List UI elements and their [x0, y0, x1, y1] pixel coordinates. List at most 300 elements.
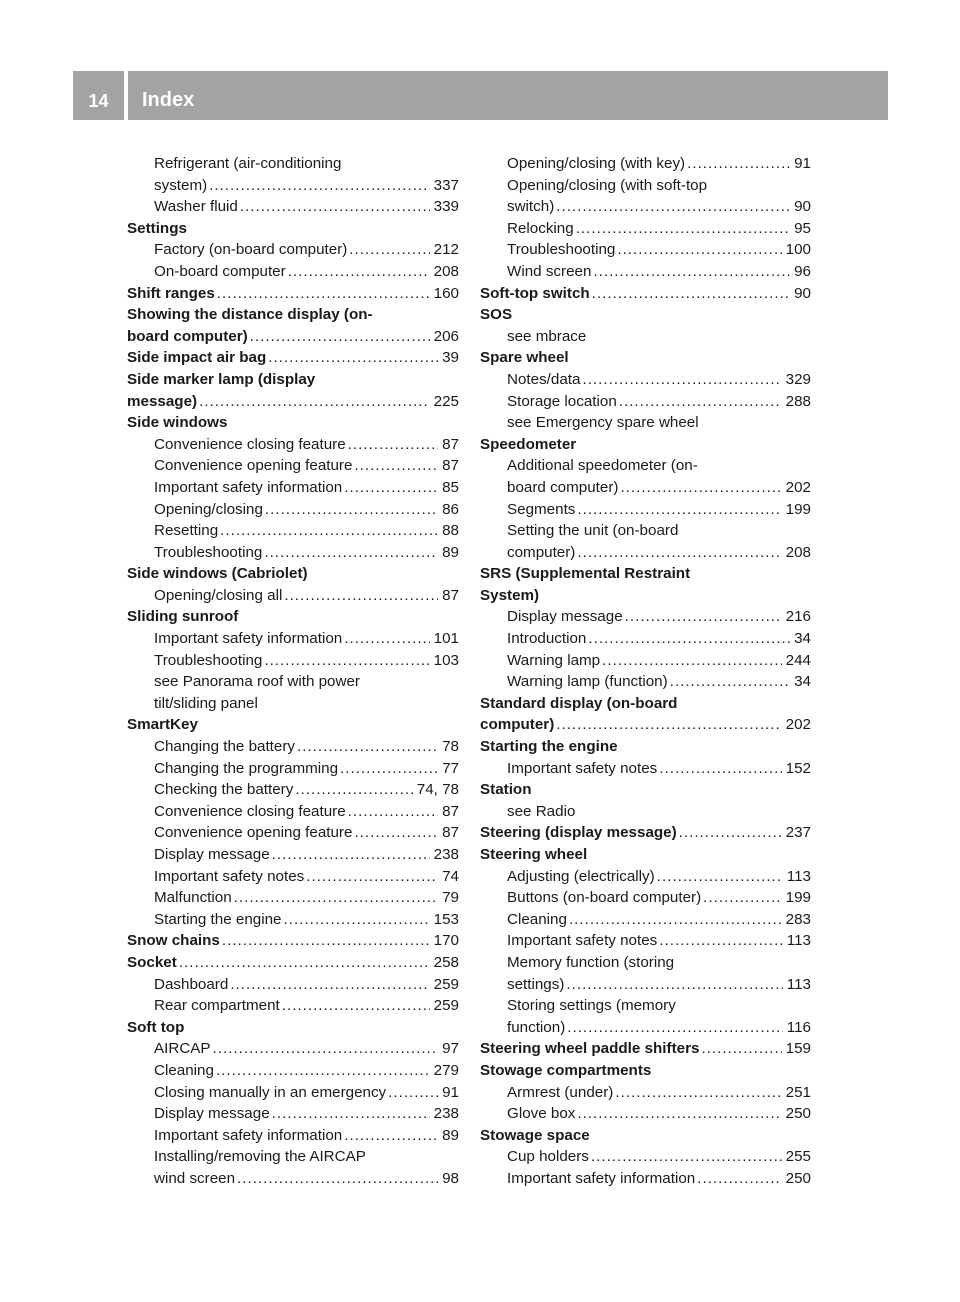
index-heading [127, 563, 459, 585]
entry-text: board computer) [127, 327, 248, 345]
index-entry [154, 1038, 459, 1060]
entry-text: see mbrace [507, 327, 587, 345]
index-entry [154, 887, 459, 909]
index-entry [507, 995, 811, 1017]
index-entry [507, 261, 811, 283]
dot-leader [354, 455, 438, 477]
entry-text: Additional speedometer (on- [507, 457, 698, 475]
page-reference: 87 [442, 457, 459, 475]
page-reference: 113 [786, 867, 811, 885]
dot-leader [250, 326, 430, 348]
page-reference: 170 [433, 932, 459, 950]
entry-text: switch) [507, 198, 555, 216]
dot-leader [264, 650, 429, 672]
entry-text: Armrest (under) [507, 1083, 614, 1101]
dot-leader [556, 714, 781, 736]
index-heading [480, 283, 811, 305]
dot-leader [659, 758, 781, 780]
dot-leader [625, 606, 782, 628]
dot-leader [348, 434, 438, 456]
entry-text: Convenience opening feature [154, 457, 353, 475]
page-reference: 90 [794, 284, 811, 302]
index-entry [507, 930, 811, 952]
page-reference: 216 [785, 608, 811, 626]
page-reference: 34 [794, 630, 811, 648]
page-reference: 199 [785, 500, 811, 518]
index-heading [480, 1038, 811, 1060]
entry-text: Cleaning [154, 1061, 214, 1079]
index-heading [480, 585, 811, 607]
dot-leader [199, 391, 430, 413]
entry-text: Cleaning [507, 910, 567, 928]
entry-text: message) [127, 392, 198, 410]
entry-text: Wind screen [507, 262, 592, 280]
index-entry [154, 455, 459, 477]
entry-text: tilt/sliding panel [154, 694, 258, 712]
page-reference: 87 [442, 586, 459, 604]
index-entry [507, 909, 811, 931]
page-reference: 159 [785, 1040, 811, 1058]
entry-text: Introduction [507, 630, 587, 648]
entry-text: see Panorama roof with power [154, 673, 360, 691]
entry-text: Soft-top switch [480, 284, 590, 302]
entry-text: Rear compartment [154, 997, 280, 1015]
index-heading [127, 952, 459, 974]
index-entry [154, 542, 459, 564]
entry-text: Socket [127, 953, 177, 971]
dot-leader [284, 909, 430, 931]
index-heading [480, 304, 811, 326]
entry-text: Convenience closing feature [154, 435, 346, 453]
index-entry [154, 239, 459, 261]
dot-leader [354, 822, 438, 844]
dot-leader [593, 261, 790, 283]
index-entry [507, 239, 811, 261]
index-entry [154, 196, 459, 218]
page-reference: 237 [785, 824, 811, 842]
index-entry [507, 455, 811, 477]
page-reference: 39 [442, 349, 459, 367]
dot-leader [577, 499, 781, 521]
dot-leader [222, 930, 430, 952]
index-entry [154, 585, 459, 607]
entry-text: Settings [127, 219, 187, 237]
entry-text: Soft top [127, 1018, 185, 1036]
page-reference: 258 [433, 953, 459, 971]
entry-text: Warning lamp (function) [507, 673, 668, 691]
index-entry [507, 1146, 811, 1168]
page-reference: 244 [785, 651, 811, 669]
index-heading [127, 606, 459, 628]
dot-leader [657, 866, 783, 888]
entry-text: Steering wheel paddle shifters [480, 1040, 700, 1058]
dot-leader [297, 736, 438, 758]
page-reference: 103 [433, 651, 459, 669]
section-title: Index [142, 89, 195, 111]
index-entry [154, 1103, 459, 1125]
page-reference: 329 [785, 370, 811, 388]
dot-leader [582, 369, 781, 391]
entry-text: Display message [154, 1105, 270, 1123]
page-number: 14 [88, 91, 109, 111]
index-entry [507, 628, 811, 650]
page-reference: 95 [794, 219, 811, 237]
index-entry [154, 1168, 459, 1190]
page-reference: 90 [794, 198, 811, 216]
entry-text: Setting the unit (on-board [507, 522, 679, 540]
page-reference: 259 [433, 997, 459, 1015]
dot-leader [265, 499, 438, 521]
entry-text: Steering (display message) [480, 824, 677, 842]
entry-text: Buttons (on-board computer) [507, 889, 702, 907]
dot-leader [340, 758, 438, 780]
page-reference: 153 [433, 910, 459, 928]
dot-leader [179, 952, 430, 974]
page-reference: 87 [442, 802, 459, 820]
entry-text: Notes/data [507, 370, 581, 388]
dot-leader [348, 801, 438, 823]
page-reference: 152 [785, 759, 811, 777]
entry-text: Changing the programming [154, 759, 339, 777]
dot-leader [237, 1168, 438, 1190]
entry-text: Relocking [507, 219, 574, 237]
entry-text: Important safety information [154, 1126, 343, 1144]
index-heading [127, 326, 459, 348]
index-heading [127, 714, 459, 736]
dot-leader [619, 391, 782, 413]
index-entry [154, 499, 459, 521]
page-reference: 74, 78 [416, 781, 459, 799]
index-heading [480, 434, 811, 456]
index-entry [154, 153, 459, 175]
index-entry [507, 974, 811, 996]
index-heading [480, 347, 811, 369]
dot-leader [344, 477, 438, 499]
index-heading [127, 369, 459, 391]
index-heading [127, 1017, 459, 1039]
entry-text: Troubleshooting [507, 241, 616, 259]
entry-text: Opening/closing all [154, 586, 283, 604]
index-entry [507, 887, 811, 909]
dot-leader [220, 520, 438, 542]
index-entry [154, 909, 459, 931]
page-reference: 97 [442, 1040, 459, 1058]
index-entry [507, 671, 811, 693]
page-reference: 160 [433, 284, 459, 302]
entry-text: Starting the engine [154, 910, 282, 928]
index-entry [507, 542, 811, 564]
index-entry [507, 477, 811, 499]
dot-leader [388, 1082, 438, 1104]
page-header [73, 71, 888, 120]
page-reference: 100 [785, 241, 811, 259]
index-entry [154, 1146, 459, 1168]
index-heading [480, 714, 811, 736]
index-entry [154, 736, 459, 758]
page-reference: 96 [794, 262, 811, 280]
entry-text: Opening/closing (with soft-top [507, 176, 708, 194]
entry-text: Speedometer [480, 435, 577, 453]
entry-text: Segments [507, 500, 576, 518]
dot-leader [588, 628, 790, 650]
entry-text: see Radio [507, 802, 576, 820]
index-entry [154, 434, 459, 456]
page-reference: 98 [442, 1169, 459, 1187]
index-entry [154, 974, 459, 996]
index-entry [154, 822, 459, 844]
entry-text: Dashboard [154, 975, 229, 993]
dot-leader [288, 261, 430, 283]
entry-text: Steering wheel [480, 846, 588, 863]
entry-text: Spare wheel [480, 349, 569, 367]
page-reference: 208 [433, 262, 459, 280]
index-heading [480, 563, 811, 585]
page-reference: 255 [785, 1148, 811, 1166]
index-heading [480, 1125, 811, 1147]
index-heading [127, 304, 459, 326]
dot-leader [217, 283, 430, 305]
entry-text: Cup holders [507, 1148, 589, 1166]
index-heading [480, 779, 811, 801]
dot-leader [344, 628, 429, 650]
index-heading [127, 218, 459, 240]
index-entry [154, 693, 459, 715]
page-reference: 91 [442, 1083, 459, 1101]
index-heading [480, 693, 811, 715]
dot-leader [602, 650, 782, 672]
index-entry [154, 758, 459, 780]
entry-text: Snow chains [127, 932, 220, 950]
dot-leader [213, 1038, 439, 1060]
entry-text: Storing settings (memory [507, 997, 676, 1015]
index-heading [127, 930, 459, 952]
entry-text: Washer fluid [154, 198, 238, 216]
index-heading [480, 1060, 811, 1082]
page-reference: 225 [433, 392, 459, 410]
entry-text: wind screen [154, 1169, 236, 1187]
entry-text: Storage location [507, 392, 617, 410]
entry-text: Side windows (Cabriolet) [127, 565, 308, 583]
entry-text: Stowage space [480, 1126, 590, 1144]
entry-text: Refrigerant (air-conditioning [154, 155, 342, 172]
entry-text: Station [480, 781, 532, 799]
page-reference: 202 [785, 478, 811, 496]
page-reference: 101 [433, 630, 459, 648]
index-entry [507, 1082, 811, 1104]
dot-leader [230, 974, 429, 996]
entry-text: computer) [480, 716, 555, 734]
entry-text: AIRCAP [154, 1040, 211, 1058]
entry-text: Troubleshooting [154, 543, 263, 561]
index-entry [507, 175, 811, 197]
page-reference: 206 [433, 327, 459, 345]
entry-text: Resetting [154, 522, 219, 540]
index-heading [127, 391, 459, 413]
page-reference: 85 [442, 478, 459, 496]
dot-leader [216, 1060, 430, 1082]
dot-leader [240, 196, 430, 218]
page-reference: 113 [786, 932, 811, 950]
page-reference: 87 [442, 824, 459, 842]
entry-text: Important safety notes [507, 932, 658, 950]
index-entry [507, 1168, 811, 1190]
index-entry [154, 779, 459, 801]
page-reference: 87 [442, 435, 459, 453]
index-entry [507, 866, 811, 888]
entry-text: Side windows [127, 414, 228, 432]
entry-text: System) [480, 586, 540, 604]
dot-leader [556, 196, 790, 218]
entry-text: Important safety information [507, 1169, 696, 1187]
index-entry [154, 628, 459, 650]
index-entry [154, 844, 459, 866]
dot-leader [591, 1146, 782, 1168]
entry-text: Side marker lamp (display [127, 370, 316, 388]
dot-leader [615, 1082, 781, 1104]
entry-text: Factory (on-board computer) [154, 241, 348, 259]
dot-leader [344, 1125, 438, 1147]
index-entry [154, 801, 459, 823]
dot-leader [670, 671, 790, 693]
dot-leader [679, 822, 782, 844]
page-reference: 34 [794, 673, 811, 691]
index-entry [154, 175, 459, 197]
index-entry [154, 1125, 459, 1147]
page-reference: 288 [785, 392, 811, 410]
dot-leader [701, 1038, 781, 1060]
page-reference: 78 [442, 738, 459, 756]
page-reference: 79 [442, 889, 459, 907]
page-reference: 251 [785, 1083, 811, 1101]
dot-leader [592, 283, 790, 305]
dot-leader [209, 175, 430, 197]
entry-text: Important safety information [154, 478, 343, 496]
page-reference: 238 [433, 1105, 459, 1123]
entry-text: Sliding sunroof [127, 608, 239, 626]
entry-text: SOS [480, 306, 513, 324]
dot-leader [306, 866, 438, 888]
index-entry [507, 520, 811, 542]
entry-text: Important safety notes [154, 867, 305, 885]
entry-text: computer) [507, 543, 576, 561]
header-divider [124, 71, 128, 120]
page-reference: 199 [785, 889, 811, 907]
index-entry [507, 801, 811, 823]
entry-text: Opening/closing [154, 500, 263, 518]
entry-text: Changing the battery [154, 738, 296, 756]
dot-leader [569, 909, 782, 931]
entry-text: Important safety notes [507, 759, 658, 777]
index-heading [480, 736, 811, 758]
entry-text: SmartKey [127, 716, 198, 734]
dot-leader [272, 1103, 430, 1125]
index-heading [127, 412, 459, 434]
page-reference: 250 [785, 1105, 811, 1123]
index-entry [154, 477, 459, 499]
index-entry [154, 261, 459, 283]
dot-leader [284, 585, 438, 607]
index-entry [154, 995, 459, 1017]
page-reference: 238 [433, 846, 459, 863]
index-heading [480, 844, 811, 866]
index-entry [507, 499, 811, 521]
entry-text: Showing the distance display (on- [127, 306, 373, 324]
entry-text: function) [507, 1018, 566, 1036]
entry-text: system) [154, 176, 208, 194]
index-heading [127, 283, 459, 305]
entry-text: settings) [507, 975, 565, 993]
index-entry [507, 758, 811, 780]
entry-text: Checking the battery [154, 781, 294, 799]
index-entry [507, 412, 811, 434]
dot-leader [687, 153, 790, 175]
entry-text: Display message [154, 846, 270, 863]
page-reference: 339 [433, 198, 459, 216]
index-entry [507, 1017, 811, 1039]
index-entry [507, 650, 811, 672]
dot-leader [272, 844, 430, 866]
index-entry [154, 671, 459, 693]
dot-leader [577, 1103, 781, 1125]
index-column-left [127, 153, 459, 1190]
index-entry [507, 153, 811, 175]
page-reference: 116 [786, 1018, 811, 1036]
dot-leader [567, 1017, 783, 1039]
index-entry [154, 1060, 459, 1082]
dot-leader [617, 239, 781, 261]
entry-text: Starting the engine [480, 738, 618, 756]
entry-text: Troubleshooting [154, 651, 263, 669]
index-column-right [480, 153, 811, 1190]
index-entry [154, 1082, 459, 1104]
entry-text: Warning lamp [507, 651, 601, 669]
dot-leader [659, 930, 783, 952]
entry-text: Malfunction [154, 889, 232, 907]
entry-text: Display message [507, 608, 623, 626]
entry-text: Stowage compartments [480, 1061, 652, 1079]
page-reference: 89 [442, 543, 459, 561]
entry-text: Closing manually in an emergency [154, 1083, 387, 1101]
dot-leader [295, 779, 412, 801]
entry-text: Standard display (on-board [480, 694, 678, 712]
entry-text: Convenience closing feature [154, 802, 346, 820]
page-reference: 208 [785, 543, 811, 561]
index-entry [507, 952, 811, 974]
page-reference: 279 [433, 1061, 459, 1079]
page-reference: 91 [794, 155, 811, 172]
entry-text: Memory function (storing [507, 953, 675, 971]
entry-text: Convenience opening feature [154, 824, 353, 842]
index-heading [480, 822, 811, 844]
entry-text: Side impact air bag [127, 349, 267, 367]
dot-leader [349, 239, 429, 261]
page-reference: 212 [433, 241, 459, 259]
page-reference: 259 [433, 975, 459, 993]
index-entry [507, 369, 811, 391]
dot-leader [282, 995, 430, 1017]
dot-leader [620, 477, 781, 499]
dot-leader [566, 974, 782, 996]
page-reference: 86 [442, 500, 459, 518]
page-reference: 202 [785, 716, 811, 734]
entry-text: board computer) [507, 478, 619, 496]
page-reference: 250 [785, 1169, 811, 1187]
entry-text: On-board computer [154, 262, 286, 280]
index-entry [507, 326, 811, 348]
entry-text: SRS (Supplemental Restraint [480, 565, 691, 583]
page-reference: 337 [433, 176, 459, 194]
entry-text: Important safety information [154, 630, 343, 648]
